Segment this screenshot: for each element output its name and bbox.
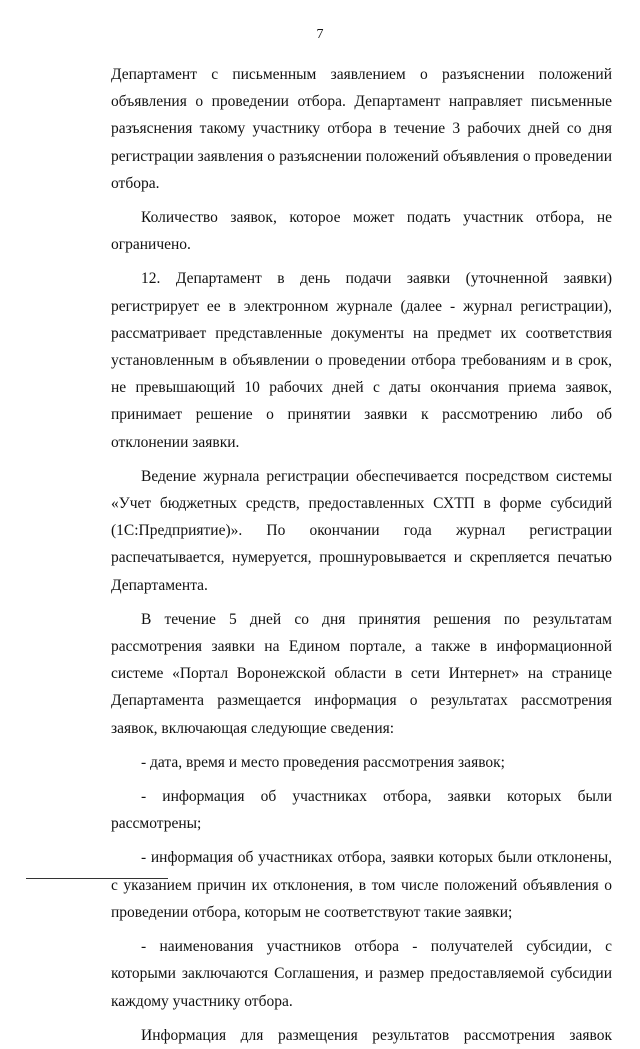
list-item: - информация об участниках отбора, заявки которых были рассмотрены;	[111, 788, 612, 833]
paragraph-3: 12. Департамент в день подачи заявки (уточненной заявки) регистрирует ее в электронном журнале (далее - журнал регистрации), рассматривает представленные документы на предмет их соответствия установленным в объявлении о проведении отбора требованиям и в срок, не превышающий 10 рабочих дней с даты окончания приема заявок, принимает решение о принятии заявки к рассмотрению либо об отклонении заявки.	[111, 270, 612, 451]
page-number: 7	[316, 27, 324, 42]
body-text	[111, 61, 612, 1049]
paragraph-5: В течение 5 дней со дня принятия решения по результатам рассмотрения заявки на Едином портале, а также в информационной системе «Портал Воронежской области в сети Интернет» на странице Департамента размещается информация о результатах рассмотрения заявок, включающая следующие сведения:	[111, 610, 612, 737]
list-item: - информация об участниках отбора, заявки которых были отклонены, с указанием причин их отклонения, в том числе положений объявления о проведении отбора, которым не соответствуют такие заявки;	[111, 849, 612, 921]
list-item: - наименования участников отбора - получателей субсидии, с которыми заключаются Соглашения, и размер предоставляемой субсидии каждому участнику отбора.	[111, 938, 612, 1010]
paragraph-last: Информация для размещения результатов рассмотрения заявок	[141, 1026, 612, 1044]
footer-rule	[26, 878, 168, 879]
paragraph-2: Количество заявок, которое может подать участник отбора, не ограничено.	[111, 209, 612, 254]
list-item: - дата, время и место проведения рассмотрения заявок;	[141, 753, 505, 771]
paragraph-4: Ведение журнала регистрации обеспечивается посредством системы «Учет бюджетных средств, предоставленных СХТП в форме субсидий (1С:Предприятие)». По окончании года журнал регистрации распечатывается, нумеруется, прошнуровывается и скрепляется печатью Департамента.	[111, 467, 612, 594]
paragraph-1: Департамент с письменным заявлением о разъяснении положений объявления о проведении отбора. Департамент направляет письменные разъяснения такому участнику отбора в течение 3 рабочих дней со дня регистрации заявления о разъяснении положений объявления о проведении отбора.	[111, 66, 612, 192]
